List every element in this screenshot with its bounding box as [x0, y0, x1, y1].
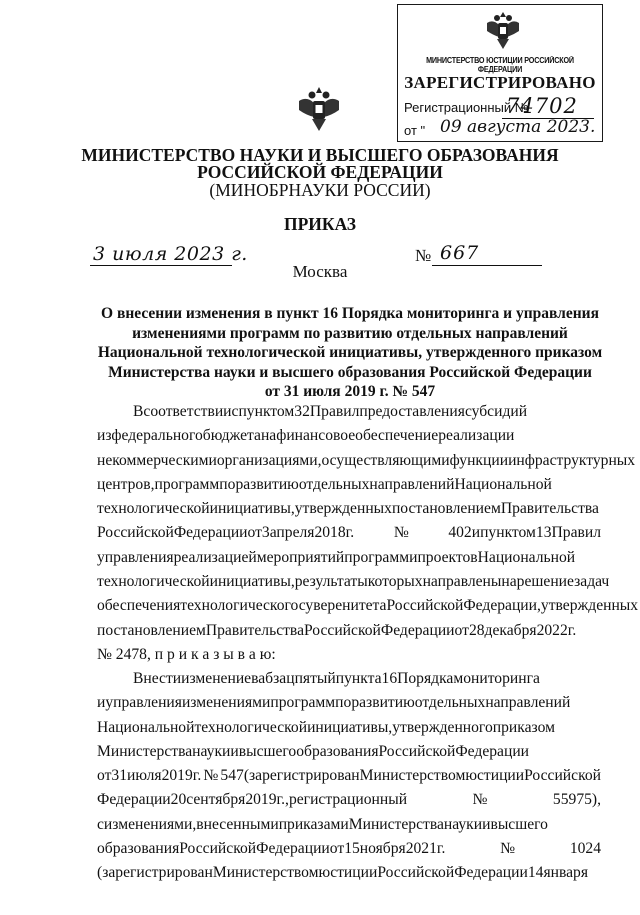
word: Российской: [179, 840, 257, 858]
word: изменениями: [181, 694, 271, 712]
word: пункта: [335, 670, 382, 687]
word: Министерства: [348, 815, 444, 833]
word: 547: [220, 767, 244, 785]
word: пятый: [294, 670, 336, 687]
word: г.,: [276, 791, 289, 809]
word: №: [354, 524, 449, 542]
paragraph-line: [97, 497, 601, 521]
word: в: [251, 670, 259, 687]
word: реализацией: [173, 548, 257, 566]
word: приказом: [492, 718, 555, 736]
word: технологической: [97, 573, 210, 591]
word: Министерством: [359, 767, 466, 785]
word: Федерации: [97, 791, 171, 809]
paragraph-amendment: [97, 667, 601, 886]
word: 55975),: [552, 791, 601, 809]
word: г.: [567, 621, 577, 639]
word: федерального: [111, 427, 203, 445]
word: мониторинга: [453, 670, 540, 687]
word: апреля: [269, 524, 315, 542]
word: Федерации: [454, 864, 528, 882]
paragraph-line: [97, 740, 601, 764]
word: бюджета: [202, 427, 261, 445]
word: января: [543, 864, 589, 882]
word: 402: [448, 524, 472, 542]
stamp-reg-number: 74702: [506, 94, 578, 118]
word: 2022: [536, 621, 568, 639]
word: направлений: [369, 475, 455, 493]
word: Федерации: [455, 742, 530, 760]
word: ноября: [359, 840, 406, 858]
word: юстиции: [465, 767, 525, 785]
ministry-name-line2: РОССИЙСКОЙ ФЕДЕРАЦИИ: [197, 162, 443, 182]
word: 14: [527, 864, 544, 882]
word: внесенными: [196, 815, 279, 833]
paragraph-line: [97, 764, 601, 788]
word: программ: [270, 694, 336, 712]
order-subject: [95, 304, 605, 402]
paragraph-line: [97, 546, 601, 570]
registration-stamp: [397, 4, 603, 142]
word: центров,: [97, 475, 155, 493]
word: постановлением: [97, 621, 206, 639]
word: проектов: [417, 548, 478, 566]
word: Российской: [524, 767, 601, 785]
subject-line: Национальной технологической инициативы, утвержденного приказом: [97, 344, 603, 362]
word: г.: [192, 767, 202, 785]
paragraph-line: [97, 449, 636, 473]
word: 1024: [569, 840, 601, 858]
word: Министерства: [97, 742, 193, 760]
word: утвержденных: [540, 597, 639, 615]
word: с: [231, 403, 239, 420]
word: приказами: [278, 815, 349, 833]
stamp-from-label: от ": [404, 123, 426, 138]
word: задач: [574, 573, 610, 591]
paragraph-line: [97, 788, 601, 812]
word: (зарегистрирован: [243, 767, 360, 785]
word: Федерации,: [463, 597, 541, 615]
word: технологической: [97, 500, 210, 518]
word: отдельных: [298, 475, 370, 493]
word: результаты: [294, 573, 368, 591]
word: функции: [449, 451, 509, 469]
word: юстиции: [318, 864, 378, 882]
word: управления: [97, 548, 174, 566]
word: мероприятий: [256, 548, 345, 566]
word: В: [133, 403, 144, 420]
word: технологической: [194, 718, 308, 736]
word: Министерством: [212, 864, 319, 882]
word: субсидий: [464, 403, 528, 420]
word: развитию: [351, 694, 415, 712]
word: изменениями,: [103, 815, 197, 833]
paragraph-line: № 2478, п р и к а з ы в а ю:: [97, 645, 276, 663]
subject-line: О внесении изменения в пункт 16 Порядка мониторинга и управления: [101, 305, 599, 322]
word: Порядка: [397, 670, 454, 687]
word: Федерации: [173, 524, 248, 542]
stamp-reg-date: 09 августа 2023.: [440, 117, 596, 137]
word: декабря: [484, 621, 537, 639]
paragraph-line: [97, 861, 601, 885]
word: утвержденных: [294, 500, 392, 518]
word: Российской: [386, 597, 464, 615]
word: 2019: [161, 767, 193, 785]
paragraph-line: [97, 837, 601, 861]
word: программ: [154, 475, 220, 493]
word: некоммерческими: [97, 451, 217, 469]
stamp-reg-label: Регистрационный №: [404, 100, 529, 115]
word: г.: [345, 524, 355, 542]
word: пунктом: [480, 524, 536, 542]
word: финансовое: [276, 427, 356, 445]
word: инициативы,: [307, 718, 393, 736]
order-date: 3 июля 2023 г.: [93, 243, 248, 265]
subject-line: изменениями программ по развитию отдельных направлений: [132, 324, 568, 342]
word: технологического: [180, 597, 299, 615]
word: управления: [105, 694, 182, 712]
paragraph-line: [97, 570, 610, 594]
word: Российской: [378, 742, 456, 760]
paragraph-line: [97, 667, 601, 691]
paragraph-line: [97, 473, 601, 497]
word: инициативы,: [209, 500, 295, 518]
word: и: [97, 694, 106, 712]
word: регистрационный: [288, 791, 408, 809]
paragraph-line: [97, 400, 601, 424]
word: 15: [344, 840, 360, 858]
word: 32: [294, 403, 310, 420]
word: №: [201, 767, 221, 785]
word: соответствии: [143, 403, 232, 420]
word: от: [247, 524, 262, 542]
word: обеспечение: [355, 427, 439, 445]
word: №: [445, 840, 570, 858]
paragraph-line: [97, 716, 601, 740]
word: 28: [468, 621, 485, 639]
paragraph-line: [97, 424, 601, 448]
word: высшего: [490, 815, 548, 833]
order-title: ПРИКАЗ: [283, 214, 357, 234]
paragraph-line: [97, 619, 601, 643]
word: Федерации: [380, 621, 455, 639]
order-number: 667: [440, 242, 480, 264]
word: на: [501, 573, 517, 591]
word: организациями,: [216, 451, 322, 469]
word: Правил: [551, 524, 601, 542]
ministry-short-name: (МИНОБРНАУКИ РОССИИ): [209, 180, 431, 200]
word: инициативы,: [209, 573, 295, 591]
word: г.: [436, 840, 446, 858]
word: инфраструктурных: [508, 451, 636, 469]
word: Правительства: [500, 500, 599, 518]
word: суверенитета: [298, 597, 387, 615]
word: 2018: [314, 524, 346, 542]
coat-of-arms-icon: [483, 9, 523, 53]
stamp-ministry-name: МИНИСТЕРСТВО ЮСТИЦИИ РОССИЙСКОЙ ФЕДЕРАЦИИ: [426, 56, 574, 74]
word: абзац: [258, 670, 295, 687]
word: на: [260, 427, 277, 445]
paragraph-line: [97, 813, 601, 837]
word: утвержденного: [392, 718, 493, 736]
word: направлений: [485, 694, 571, 712]
word: и: [409, 548, 418, 566]
word: и: [482, 815, 491, 833]
word: из: [97, 427, 112, 445]
word: №: [407, 791, 553, 809]
word: Федерации: [256, 840, 330, 858]
word: образования: [97, 840, 180, 858]
word: Национальной: [97, 718, 195, 736]
word: отдельных: [414, 694, 486, 712]
word: 31: [111, 767, 127, 785]
word: Российской: [97, 524, 174, 542]
word: пунктом: [238, 403, 295, 420]
word: по: [219, 475, 236, 493]
word: решение: [516, 573, 575, 591]
word: 3: [261, 524, 270, 542]
subject-line: от 31 июля 2019 г. № 547: [264, 383, 436, 401]
word: осуществляющими: [321, 451, 450, 469]
word: предоставления: [359, 403, 465, 420]
paragraph-line: [97, 521, 601, 545]
word: по: [335, 694, 352, 712]
stamp-registered-label: ЗАРЕГИСТРИРОВАНО: [404, 73, 596, 92]
word: науки: [443, 815, 483, 833]
coat-of-arms-icon: [296, 85, 342, 135]
word: высшего: [238, 742, 297, 760]
word: развитию: [235, 475, 299, 493]
word: изменение: [181, 670, 252, 687]
word: программ: [344, 548, 410, 566]
word: от: [97, 767, 112, 785]
word: науки: [192, 742, 231, 760]
word: Национальной: [477, 548, 576, 566]
word: реализации: [438, 427, 515, 445]
paragraph-line: [97, 594, 639, 618]
word: Национальной: [454, 475, 552, 493]
word: 20: [170, 791, 187, 809]
word: Правительства: [205, 621, 305, 639]
word: образования: [296, 742, 379, 760]
word: 2019: [245, 791, 277, 809]
word: Правил: [309, 403, 360, 420]
word: сентября: [186, 791, 246, 809]
word: 13: [535, 524, 552, 542]
word: (зарегистрирован: [97, 864, 213, 882]
word: и: [471, 524, 481, 542]
paragraph-line: [97, 691, 601, 715]
word: постановлением: [391, 500, 501, 518]
paragraph-legal-basis: [97, 400, 639, 667]
city: Москва: [292, 262, 348, 281]
word: с: [97, 815, 104, 833]
word: 2021: [405, 840, 437, 858]
word: июля: [127, 767, 162, 785]
word: и: [230, 742, 239, 760]
word: 16: [381, 670, 398, 687]
word: от: [454, 621, 469, 639]
word: Внести: [133, 670, 182, 687]
subject-line: Министерства науки и высшего образования Российской Федерации: [108, 363, 592, 381]
word: Российской: [377, 864, 455, 882]
word: направлены: [422, 573, 502, 591]
word: которых: [367, 573, 423, 591]
word: обеспечения: [97, 597, 181, 615]
number-sign: №: [415, 246, 432, 265]
ministry-name-line1: МИНИСТЕРСТВО НАУКИ И ВЫСШЕГО ОБРАЗОВАНИЯ: [81, 145, 559, 165]
word: Российской: [304, 621, 381, 639]
word: от: [329, 840, 345, 858]
